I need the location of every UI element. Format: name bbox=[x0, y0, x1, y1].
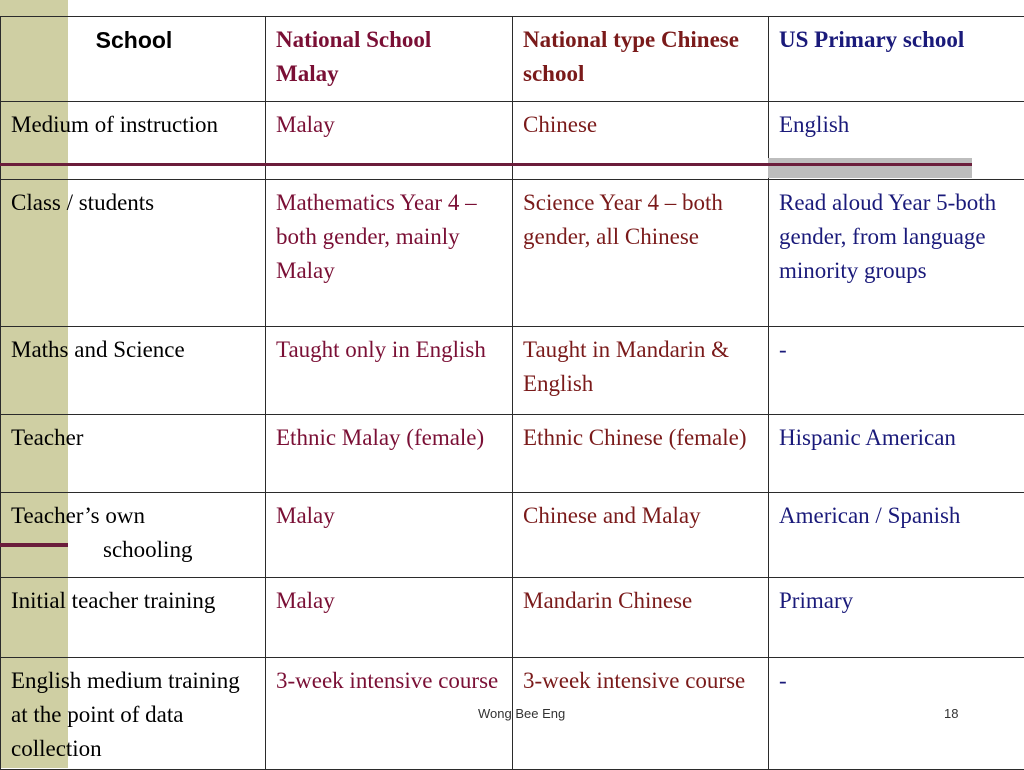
cell-chinese: Science Year 4 – both gender, all Chinese bbox=[513, 180, 769, 327]
cell-malay: Taught only in English bbox=[266, 327, 513, 415]
cell-us: - bbox=[769, 658, 1024, 770]
cell-malay: Malay bbox=[266, 578, 513, 658]
decorative-line-top bbox=[0, 163, 972, 166]
table-row bbox=[1, 180, 1024, 327]
row-label bbox=[1, 493, 266, 578]
table-header-row bbox=[1, 17, 1024, 102]
cell-malay: Ethnic Malay (female) bbox=[266, 415, 513, 493]
header-national-school-malay bbox=[266, 17, 513, 102]
cell-chinese: 3-week intensive course bbox=[513, 658, 769, 770]
cell-chinese: Mandarin Chinese bbox=[513, 578, 769, 658]
table-row bbox=[1, 578, 1024, 658]
header-school: School bbox=[1, 17, 266, 102]
cell-chinese: Chinese bbox=[513, 102, 769, 180]
row-label: Initial teacher training bbox=[1, 578, 266, 658]
footer-author: Wong Bee Eng bbox=[478, 706, 565, 721]
row-label: Medium of instruction bbox=[1, 102, 266, 180]
cell-us: - bbox=[769, 327, 1024, 415]
cell-us: Hispanic American bbox=[769, 415, 1024, 493]
cell-chinese: Chinese and Malay bbox=[513, 493, 769, 578]
cell-malay: Malay bbox=[266, 493, 513, 578]
row-label-line1: Teacher’s own bbox=[11, 503, 145, 528]
row-label: Teacher bbox=[1, 415, 266, 493]
table-row bbox=[1, 493, 1024, 578]
header-national-school-line2: Malay bbox=[276, 61, 339, 86]
decorative-line-left bbox=[0, 543, 68, 547]
cell-chinese: Ethnic Chinese (female) bbox=[513, 415, 769, 493]
row-label: Class / students bbox=[1, 180, 266, 327]
cell-malay: Mathematics Year 4 – both gender, mainly Malay bbox=[266, 180, 513, 327]
header-us-primary: US Primary school bbox=[769, 17, 1024, 102]
row-label-line2: schooling bbox=[11, 533, 192, 567]
cell-us: Primary bbox=[769, 578, 1024, 658]
cell-malay: Malay bbox=[266, 102, 513, 180]
row-label: Maths and Science bbox=[1, 327, 266, 415]
cell-us: English bbox=[769, 102, 1024, 180]
comparison-table bbox=[0, 16, 1024, 770]
cell-chinese: Taught in Mandarin & English bbox=[513, 327, 769, 415]
header-national-school-line1: National School bbox=[276, 27, 431, 52]
cell-malay: 3-week intensive course bbox=[266, 658, 513, 770]
row-label: English medium training at the point of data collection bbox=[1, 658, 266, 770]
table-row bbox=[1, 327, 1024, 415]
footer-page-number: 18 bbox=[944, 706, 958, 721]
decorative-gray-bar bbox=[768, 158, 972, 178]
table-row bbox=[1, 415, 1024, 493]
cell-us: Read aloud Year 5-both gender, from language minority groups bbox=[769, 180, 1024, 327]
header-national-type-chinese: National type Chinese school bbox=[513, 17, 769, 102]
cell-us: American / Spanish bbox=[769, 493, 1024, 578]
